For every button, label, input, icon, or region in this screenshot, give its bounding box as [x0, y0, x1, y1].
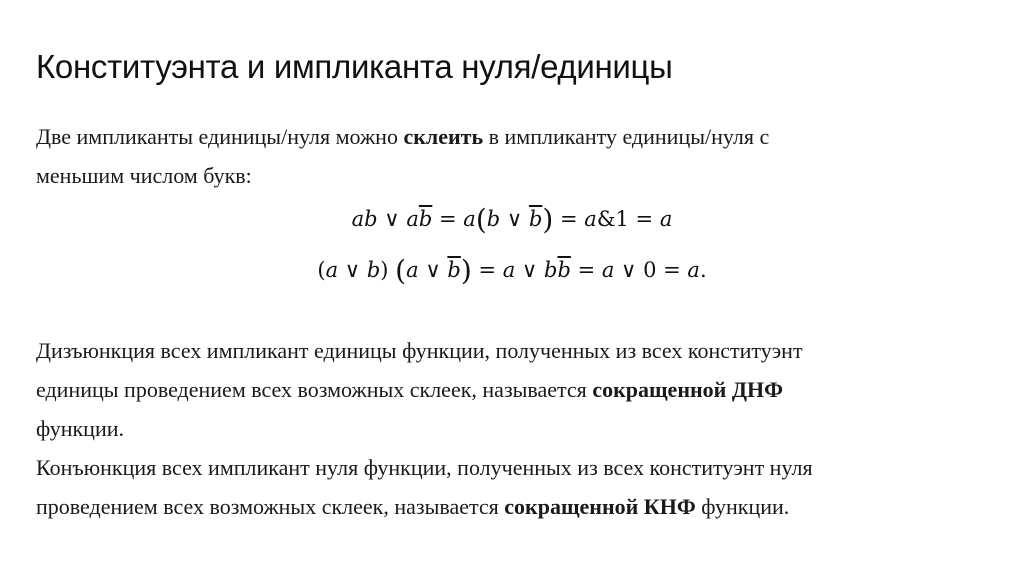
- intro-text-after: в импликанту единицы/нуля с: [483, 124, 770, 149]
- dnf-bold-term: сокращенной ДНФ: [592, 377, 783, 402]
- knf-text-after: функции.: [695, 494, 790, 519]
- intro-line-2: меньшим числом букв:: [36, 163, 252, 188]
- formula-gluing-conjunctions: ab ∨ $a\overline{b} = a(b$ ∨ $\overline{b}$) = a&1 = a: [351, 203, 673, 236]
- intro-paragraph: [36, 117, 996, 195]
- intro-text-before: Две импликанты единицы/нуля можно: [36, 124, 404, 149]
- intro-line-1: [36, 117, 996, 156]
- dnf-text-before: единицы проведением всех возможных склеек, называется: [36, 377, 593, 402]
- dnf-line-3: функции.: [36, 416, 124, 441]
- formula-gluing-disjunctions: (a ∨ b) (a ∨ $\overline{b}) = a$ ∨ $b\overline{b} = a$ ∨ 0 = a.: [317, 254, 707, 287]
- intro-bold-term: склеить: [403, 124, 484, 149]
- definitions-paragraph: [36, 331, 996, 526]
- slide-title: Конституэнта и импликанта нуля/единицы: [36, 48, 673, 85]
- knf-bold-term: сокращенной КНФ: [504, 494, 696, 519]
- dnf-line-1: Дизъюнкция всех импликант единицы функции, полученных из всех конституэнт: [36, 338, 803, 363]
- knf-line-1: Конъюнкция всех импликант нуля функции, полученных из всех конституэнт нуля: [36, 455, 813, 480]
- knf-line-2: [36, 487, 996, 526]
- knf-text-before: проведением всех возможных склеек, называется: [36, 494, 505, 519]
- dnf-line-2: [36, 370, 996, 409]
